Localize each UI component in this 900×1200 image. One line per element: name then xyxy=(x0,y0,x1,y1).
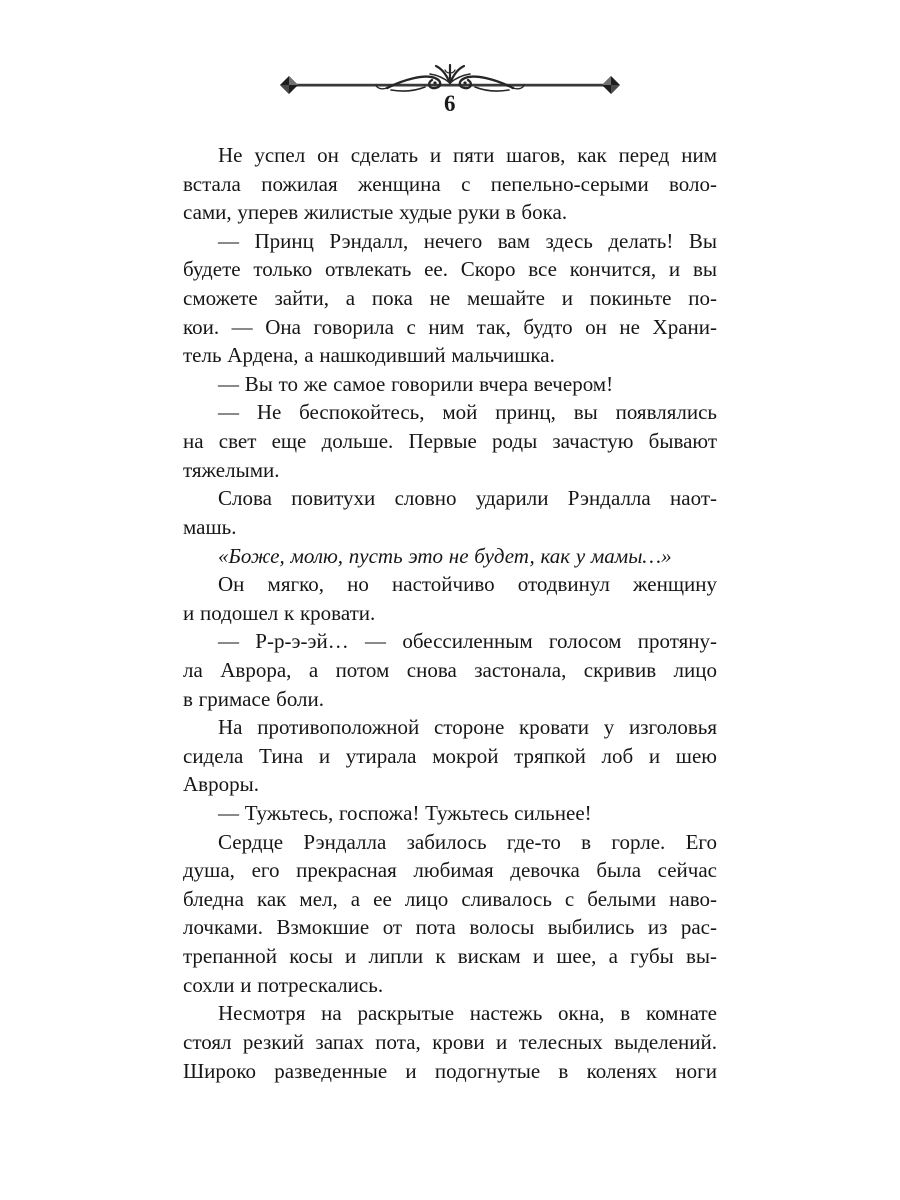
text-line: встала пожилая женщина с пепельно-серыми воло- xyxy=(183,171,717,196)
palmette-fan xyxy=(430,65,470,83)
text-line: на свет еще дольше. Первые роды зачастую бывают xyxy=(183,429,717,454)
text-line: в гримасе боли. xyxy=(183,686,325,711)
text-line: тяжелыми. xyxy=(183,457,280,482)
text-line: душа, его прекрасная любимая девочка была сейчас xyxy=(183,858,717,883)
text-line: Сердце Рэндалла забилось где-то в горле. Его xyxy=(218,829,717,854)
text-line: и подошел к кровати. xyxy=(183,600,376,625)
paragraph xyxy=(183,484,717,541)
flourish-icon xyxy=(376,65,524,91)
text-line: кои. — Она говорила с ним так, будто он не Храни- xyxy=(183,314,717,339)
paragraph xyxy=(183,542,717,571)
paragraph xyxy=(183,999,717,1085)
text-line: Не успел он сделать и пяти шагов, как перед ним xyxy=(218,143,717,167)
text-line: — Принц Рэндалл, нечего вам здесь делать! Вы xyxy=(218,228,717,253)
text-line: — Вы то же самое говорили вчера вечером! xyxy=(218,371,614,396)
paragraph xyxy=(183,398,717,484)
text-line: лочками. Взмокшие от пота волосы выбились из рас- xyxy=(183,915,717,940)
text-line: — Р-р-э-эй… — обессиленным голосом протяну- xyxy=(218,629,717,654)
text-line: Слова повитухи словно ударили Рэндалла наот- xyxy=(218,486,717,511)
text-line: ла Аврора, а потом снова застонала, скривив лицо xyxy=(183,657,717,682)
text-line: «Боже, молю, пусть это не будет, как у мамы…» xyxy=(218,543,672,568)
paragraph xyxy=(183,370,717,399)
text-line: бледна как мел, а ее лицо сливалось с белыми наво- xyxy=(183,886,717,911)
text-line: Широко разведенные и подогнутые в коленях ноги xyxy=(183,1058,717,1083)
text-line: машь. xyxy=(183,514,237,539)
paragraph xyxy=(183,799,717,828)
text-line: — Тужьтесь, госпожа! Тужьтесь сильнее! xyxy=(218,801,592,826)
text-line: На противоположной стороне кровати у изголовья xyxy=(218,715,717,740)
text-line: сами, уперев жилистые худые руки в бока. xyxy=(183,200,568,225)
paragraph xyxy=(183,713,717,799)
paragraph xyxy=(183,227,717,370)
page-number: 6 xyxy=(444,91,456,116)
text-line: тель Ардена, а нашкодивший мальчишка. xyxy=(183,343,555,368)
text-line: сможете зайти, а пока не мешайте и покиньте по- xyxy=(183,286,717,311)
text-line: сохли и потрескались. xyxy=(183,972,384,997)
paragraph xyxy=(183,828,717,1000)
text-line: Несмотря на раскрытые настежь окна, в комнате xyxy=(218,1001,717,1026)
text-line: — Не беспокойтесь, мой принц, вы появлялись xyxy=(218,400,717,425)
text-line: Он мягко, но настойчиво отодвинул женщину xyxy=(218,572,717,597)
text-line: трепанной косы и липли к вискам и шее, а губы вы- xyxy=(183,944,717,969)
text-line: сидела Тина и утирала мокрой тряпкой лоб и шею xyxy=(183,743,717,768)
text-line: стоял резкий запах пота, крови и телесных выделений. xyxy=(183,1029,717,1054)
paragraph xyxy=(183,627,717,713)
text-line: Авроры. xyxy=(183,772,259,797)
text-line: будете только отвлекать ее. Скоро все кончится, и вы xyxy=(183,257,717,282)
text-block xyxy=(183,141,717,1085)
paragraph xyxy=(183,570,717,627)
paragraph xyxy=(183,141,717,227)
